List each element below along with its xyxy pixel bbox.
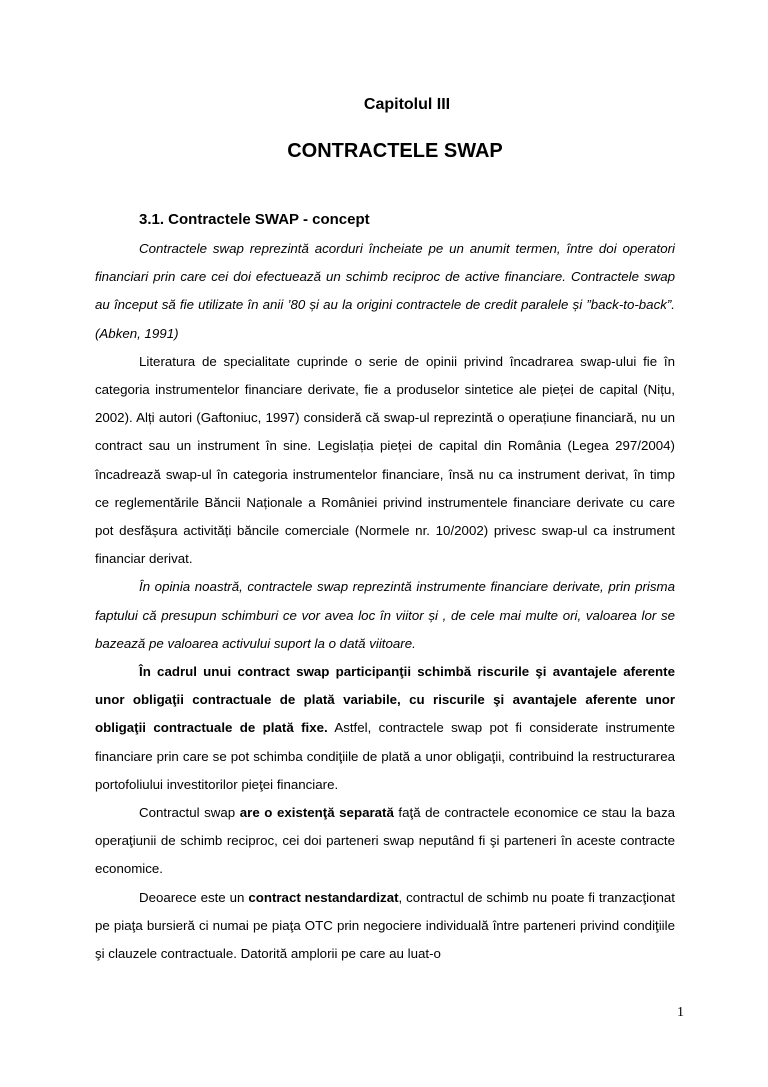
- section-heading: 3.1. Contractele SWAP - concept: [139, 211, 370, 228]
- chapter-title: CONTRACTELE SWAP: [287, 140, 503, 162]
- paragraph-otc: [95, 884, 675, 969]
- paragraph-risk-exchange: [95, 658, 675, 799]
- paragraph-separate-existence-a: Contractul swap: [139, 805, 240, 821]
- paragraph-definition: Contractele swap reprezintă acorduri încheiate pe un anumit termen, între doi operatori financiari prin care cei doi efectuează un schimb reciproc de active financiare. Contractele swap au început să fie utilizate în anii ’80 și au la origini contractele de credit paralele și ”back-to-back”. (Abken, 1991): [95, 241, 675, 341]
- paragraph-separate-existence: [95, 799, 675, 884]
- paragraph-separate-existence-bold: are o existenţă separată: [239, 805, 394, 821]
- paragraph-risk-exchange-rest: Astfel, contractele swap pot fi considerate instrumente financiare prin care se pot schimba condiţiile de plată a unor obligaţii, contribuind la restructurarea portofoliului investitorilor pieţei financiare.: [95, 720, 675, 792]
- paragraph-otc-b: , contractul de schimb nu poate fi tranzacţionat pe piaţa bursieră ci numai pe piaţa OTC prin negociere individuală între parteneri privind condiţiile şi clauzele contractuale. Datorită amplorii pe care au luat-o: [95, 889, 675, 962]
- paragraph-otc-a: Deoarece este un: [139, 889, 249, 905]
- paragraph-risk-exchange-bold: În cadrul unui contract swap participanţii schimbă riscurile şi avantajele aferente unor obligaţii contractuale de plată variabile, cu riscurile şi avantajele aferente unor obligaţii contractuale de plată fixe.: [95, 664, 675, 736]
- paragraph-literature: Literatura de specialitate cuprinde o serie de opinii privind încadrarea swap-ului fie în categoria instrumentelor financiare derivate, fie a produselor sintetice ale pieței de capital (Nițu, 2002). Alți autori (Gaftoniuc, 1997) consideră că swap-ul reprezintă o operațiune financiară, nu un contract sau un instrument în sine. Legislația pieței de capital din România (Legea 297/2004) încadrează swap-ul în categoria instrumentelor financiare, însă nu ca instrument derivat, în timp ce reglementările Băncii Naționale a României privind instrumentele financiare derivate cu care pot desfășura activități băncile comerciale (Normele nr. 10/2002) privesc swap-ul ca instrument financiar derivat.: [95, 353, 675, 567]
- paragraph-opinion: În opinia noastră, contractele swap reprezintă instrumente financiare derivate, prin prisma faptului că presupun schimburi ce vor avea loc în viitor și , de cele mai multe ori, valoarea lor se bazează pe valoarea activului suport la o dată viitoare.: [95, 579, 675, 651]
- page-number: 1: [677, 1005, 684, 1020]
- paragraph-separate-existence-b: faţă de contractele economice ce stau la baza operaţiunii de schimb reciproc, cei doi parteneri swap neputând fi şi parteneri în aceste contracte economice.: [95, 805, 675, 877]
- paragraph-otc-bold: contract nestandardizat: [248, 889, 399, 905]
- body-text: [95, 235, 675, 968]
- chapter-label: Capitolul III: [363, 96, 451, 113]
